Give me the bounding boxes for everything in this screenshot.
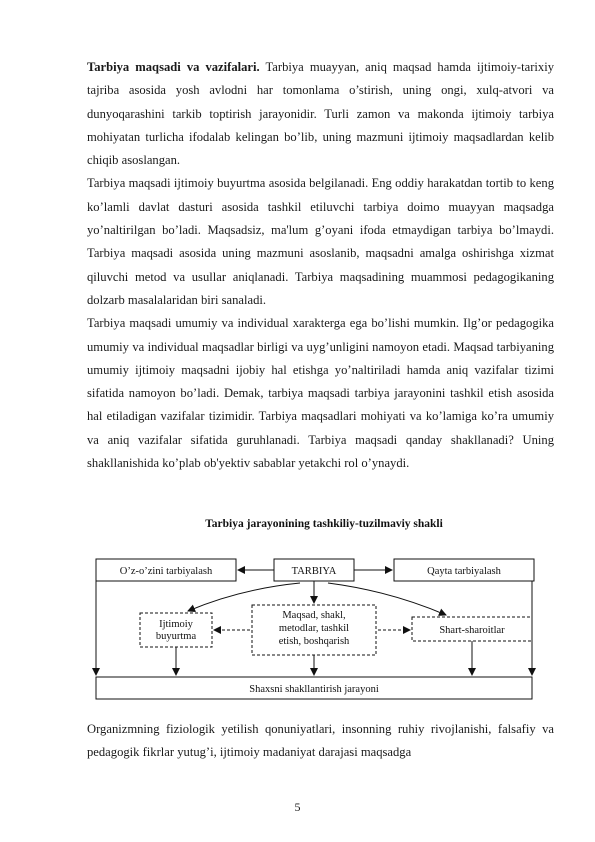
text-block-top [87,56,554,475]
box-goal-label-1: Maqsad, shakl, [282,610,346,621]
box-social-order-label-2: buyurtma [155,631,197,642]
structure-diagram [90,515,550,715]
structure-diagram-svg [90,515,550,715]
box-personality-label: Shaxsni shakllantirish jarayoni [249,684,379,695]
diagram-title: Tarbiya jarayonining tashkiliy-tuzilmaviy shakli [205,518,443,530]
page-number: 5 [294,800,301,814]
paragraph-1 [87,56,554,172]
paragraph-3: Tarbiya maqsadi umumiy va individual xarakterga ega bo’lishi mumkin. Ilg’or pedagogika umumiy va individual maqsadlar birligi va uyg’unligini namoyon etadi. Maqsad tarbiyaning umumiy ijtimoiy maqsadni ijobiy hal etishga yo’naltiriladi hamda aniq vazifalar tizimi sifatida namoyon bo’ladi. Demak, tarbiya maqsadi tarbiya jarayonini tashkil etish asosida hal etiladigan vazifalar tizimidir. Tarbiya maqsadlari mohiyati va ko’lamiga ko’ra umumiy va aniq vazifalar sifatida guruhlanadi. Tarbiya maqsadi qanday shakllanadi? Uning shakllanishida ko’plab ob'yektiv sabablar yetakchi rol o’ynaydi. [87,316,554,471]
box-goal-label-2: metodlar, tashkil [278,623,350,634]
box-upbringing-label: TARBIYA [291,566,337,577]
box-goal-label-3: etish, boshqarish [278,636,350,647]
box-conditions-label: Shart-sharoitlar [439,625,505,636]
section-heading: Tarbiya maqsadi va vazifalari. [87,60,260,74]
text-block-bottom [87,718,554,765]
box-re-education-label: Qayta tarbiyalash [427,566,501,577]
arrow-upbringing-to-social-order [188,583,300,611]
box-social-order-label-1: Ijtimoiy [159,619,193,630]
arrow-upbringing-to-conditions [328,583,446,615]
paragraph-4: Organizmning fiziologik yetilish qonuniyatlari, insonning ruhiy rivojlanishi, falsafiy va pedagogik fikrlar yutug’i, ijtimoiy madaniyat darajasi maqsadga [87,722,554,760]
paragraph-2: Tarbiya maqsadi ijtimoiy buyurtma asosida belgilanadi. Eng oddiy harakatdan tortib to keng ko’lamli davlat dasturi asosida tashkil etiluvchi tarbiya doimo muayyan maqsadga yo’naltirilgan bo’ladi. Maqsadsiz, ma'lum g’oyani ifoda etmaydigan tarbiya bo’lmaydi. Tarbiya maqsadi asosida uning mazmuni asoslanib, maqsadni amalga oshirishga xizmat qiluvchi metod va usullar aniqlanadi. Tarbiya maqsadining muammosi pedagogikaning dolzarb masalalaridan biri sanaladi. [87,176,554,307]
paragraph-1-text: Tarbiya muayyan, aniq maqsad hamda ijtimoiy-tarixiy tajriba asosida yosh avlodni har tomonlama o’stirish, uning ongi, xulq-atvori va dunyoqarashini tarkib toptirish jarayonidir. Turli zamon va makonda ijtimoiy tarbiya mohiyatan turlicha ifodalab kelingan bo’lib, uning mazmuni ijtimoiy maqsadlardan kelib chiqib asoslangan. [87,60,554,168]
box-self-education-label: O’z-o’zini tarbiyalash [119,566,213,577]
